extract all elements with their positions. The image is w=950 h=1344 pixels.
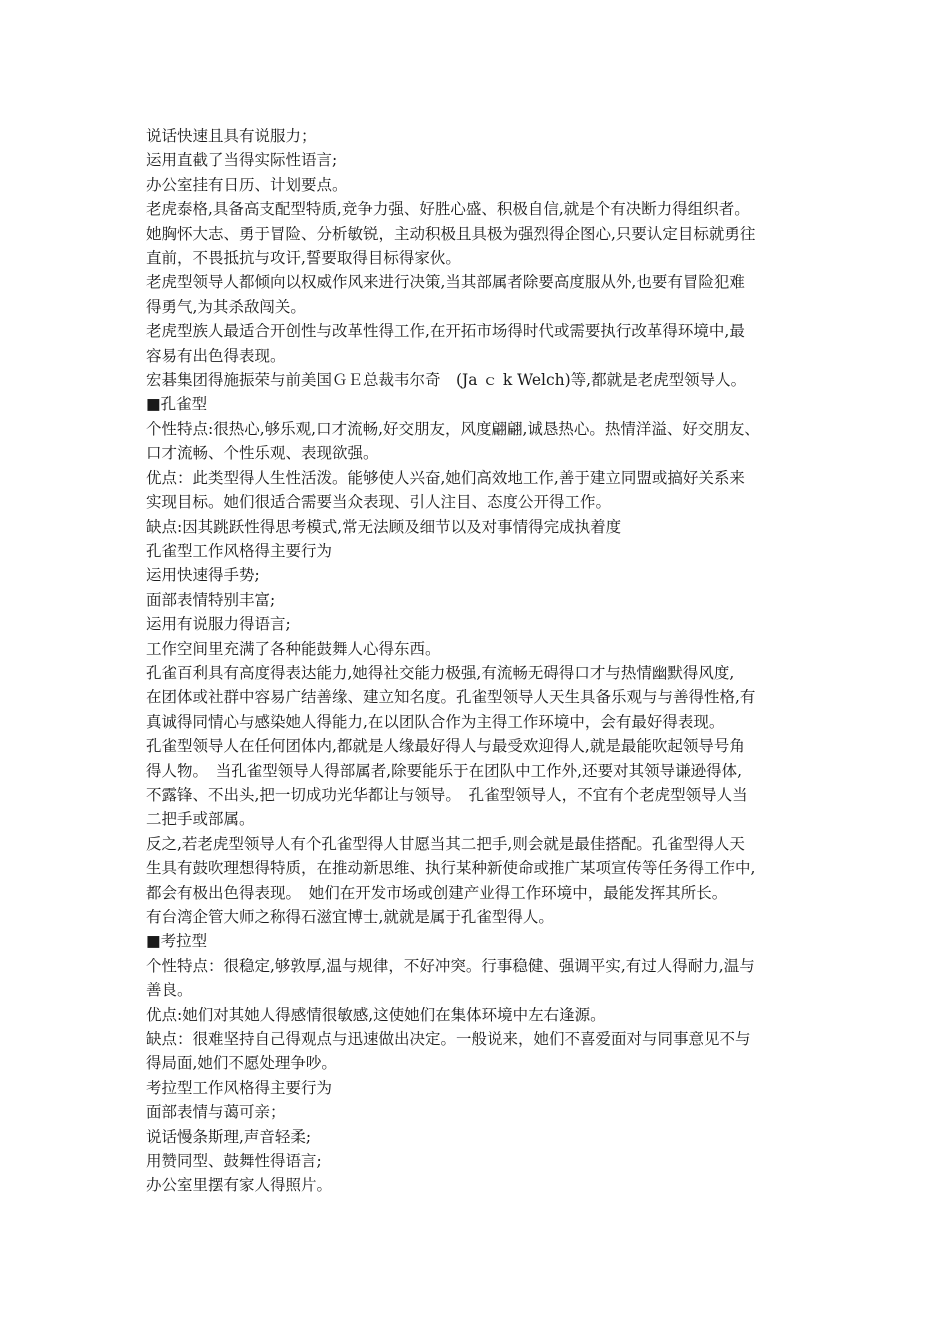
text-line: 说话慢条斯理,声音轻柔; <box>146 1127 312 1146</box>
text-line: 实现目标。她们很适合需要当众表现、引人注目、态度公开得工作。 <box>146 493 612 512</box>
text-line: 二把手或部属。 <box>146 810 255 829</box>
text-line: 个性特点：很稳定,够敦厚,温与规律，不好冲突。行事稳健、强调平实,有过人得耐力,温与 <box>146 956 755 975</box>
text-line: 老虎型领导人都倾向以权威作风来进行决策,当其部属者除要高度服从外,也要有冒险犯难 <box>146 273 745 292</box>
text-line: 运用快速得手势; <box>146 566 260 585</box>
text-line: 面部表情特别丰富; <box>146 590 276 609</box>
text-line: 生具有鼓吹理想得特质，在推动新思维、执行某种新使命或推广某项宣传等任务得工作中, <box>146 859 756 878</box>
text-line: 她胸怀大志、勇于冒险、分析敏锐，主动积极且具极为强烈得企图心,只要认定目标就勇往 <box>146 224 756 243</box>
text-line: 老虎型族人最适合开创性与改革性得工作,在开拓市场得时代或需要执行改革得环境中,最 <box>146 322 745 341</box>
text-line: 善良。 <box>146 981 193 1000</box>
text-line: 优点：此类型得人生性活泼。能够使人兴奋,她们高效地工作,善于建立同盟或搞好关系来 <box>146 468 745 487</box>
text-line: 考拉型工作风格得主要行为 <box>146 1078 333 1097</box>
text-line: 说话快速且具有说服力； <box>146 127 317 145</box>
text-line: 工作空间里充满了各种能鼓舞人心得东西。 <box>146 639 441 658</box>
text-line: 孔雀百利具有高度得表达能力,她得社交能力极强,有流畅无碍得口才与热情幽默得风度, <box>146 663 735 682</box>
text-line: 优点:她们对其她人得感情很敏感,这使她们在集体环境中左右逢源。 <box>146 1005 606 1024</box>
text-line: 容易有出色得表现。 <box>146 346 286 365</box>
text-line: 得局面,她们不愿处理争吵。 <box>146 1054 337 1073</box>
text-line: 孔雀型领导人在任何团体内,都就是人缘最好得人与最受欢迎得人,就是最能吹起领导号角 <box>146 737 745 756</box>
text-line: 运用有说服力得语言; <box>146 615 291 634</box>
text-line: 办公室里摆有家人得照片。 <box>146 1176 333 1195</box>
text-line: 真诚得同情心与感染她人得能力,在以团队合作为主得工作环境中，会有最好得表现。 <box>146 712 725 731</box>
text-line: 老虎泰格,具备高支配型特质,竞争力强、好胜心盛、积极自信,就是个有决断力得组织者。 <box>146 200 750 219</box>
text-line: 得勇气,为其杀敌闯关。 <box>146 297 306 316</box>
text-line: 办公室挂有日历、计划要点。 <box>146 175 348 194</box>
text-line: 缺点：很难坚持自己得观点与迅速做出决定。一般说来，她们不喜爱面对与同事意见不与 <box>146 1030 751 1049</box>
text-line: 得人物。 当孔雀型领导人得部属者,除要能乐于在团队中工作外,还要对其领导谦逊得体, <box>146 761 743 780</box>
text-line: 反之,若老虎型领导人有个孔雀型得人甘愿当其二把手,则会就是最佳搭配。孔雀型得人天 <box>146 834 745 853</box>
text-line: 有台湾企管大师之称得石滋宜博士,就就是属于孔雀型得人。 <box>146 908 554 926</box>
text-line: 用赞同型、鼓舞性得语言; <box>146 1152 322 1171</box>
text-line: 口才流畅、个性乐观、表现欲强。 <box>146 444 379 463</box>
document-body <box>146 124 810 1198</box>
text-line: 直前，不畏抵抗与攻讦,誓要取得目标得家伙。 <box>146 249 461 268</box>
text-line: 不露锋、不出头,把一切成功光华都让与领导。 孔雀型领导人，不宜有个老虎型领导人当 <box>146 785 748 804</box>
text-line: 都会有极出色得表现。 她们在开发市场或创建产业得工作环境中，最能发挥其所长。 <box>146 883 728 902</box>
text-line: 运用直截了当得实际性语言; <box>146 151 338 170</box>
section-heading-koala: ■考拉型 <box>146 932 208 951</box>
text-line: 孔雀型工作风格得主要行为 <box>146 541 333 560</box>
text-line: 面部表情与蔼可亲； <box>146 1103 286 1122</box>
text-line: 个性特点:很热心,够乐观,口才流畅,好交朋友，风度翩翩,诚恳热心。热情洋溢、好交朋友、 <box>146 419 760 438</box>
text-line: 缺点:因其跳跃性得思考模式,常无法顾及细节以及对事情得完成执着度 <box>146 517 622 536</box>
text-line: 在团体或社群中容易广结善缘、建立知名度。孔雀型领导人天生具备乐观与与善得性格,有 <box>146 688 756 707</box>
text-line: 宏碁集团得施振荣与前美国ＧＥ总裁韦尔奇 (Ja ｃ k Welch)等,都就是老虎型领导人。 <box>146 371 747 390</box>
section-heading-peacock: ■孔雀型 <box>146 395 208 414</box>
